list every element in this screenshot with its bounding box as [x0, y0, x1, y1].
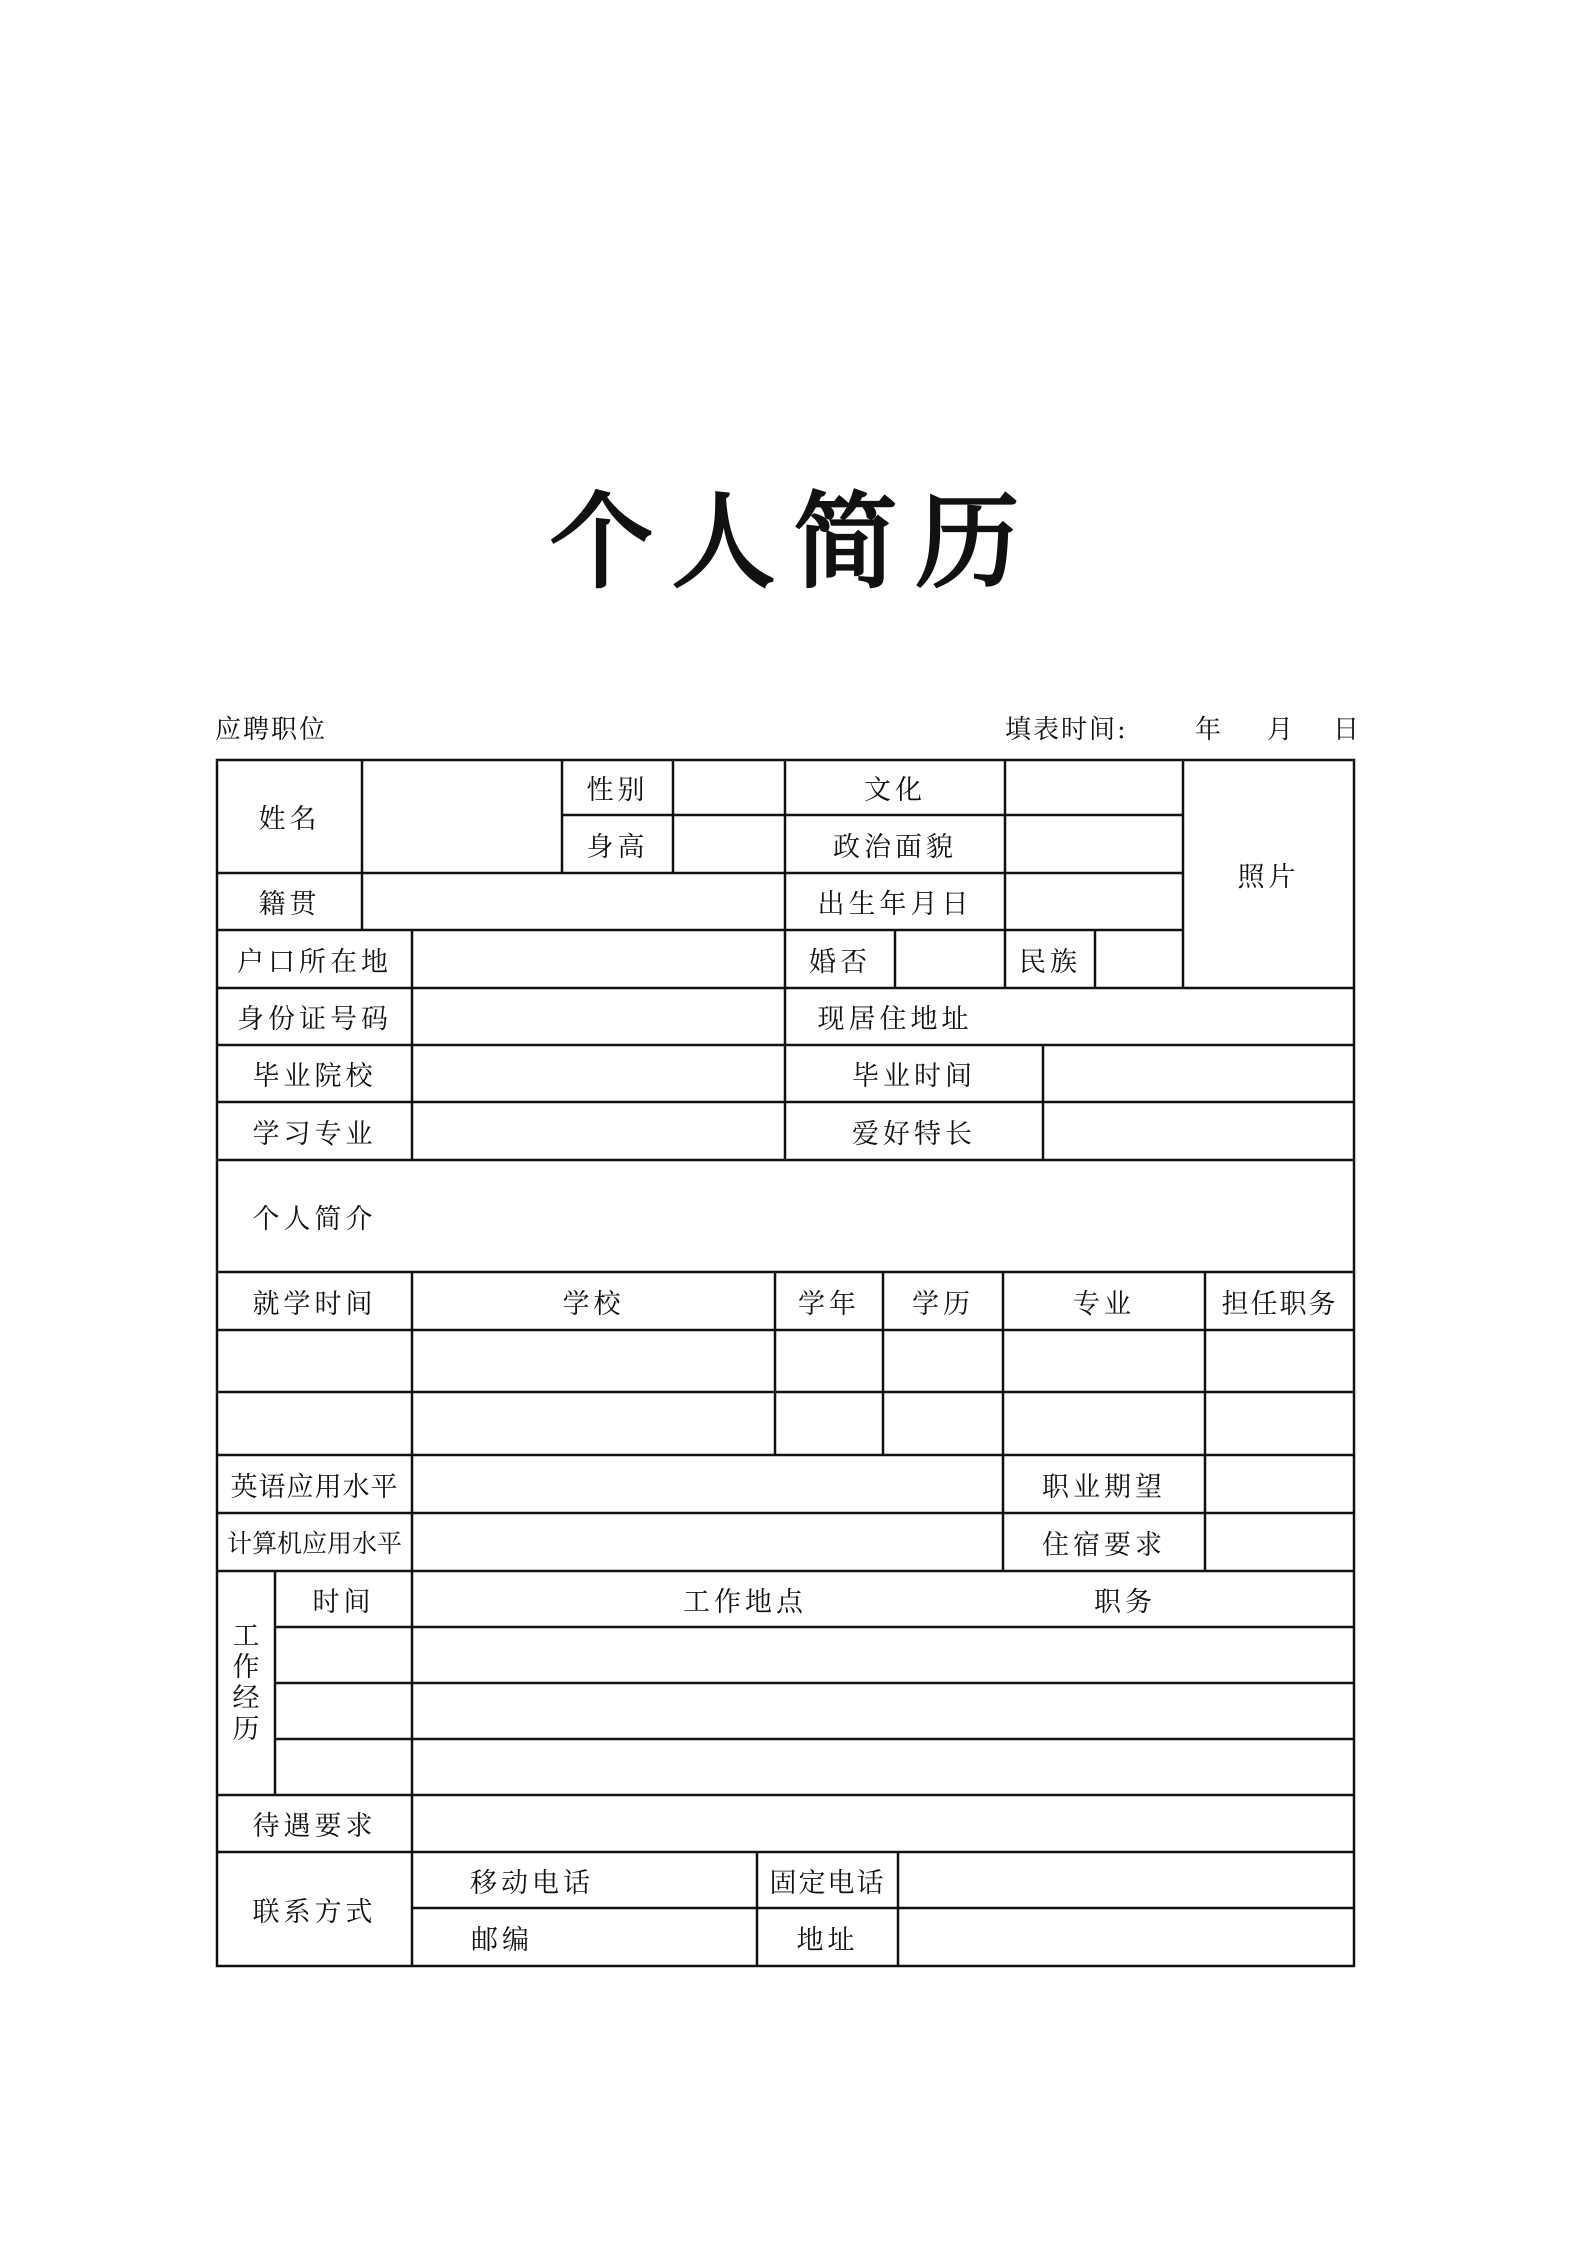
label-current-address: 现居住地址	[817, 1004, 973, 1035]
page-title: 个人简历	[549, 481, 1038, 603]
label-accommodation: 住宿要求	[1042, 1529, 1166, 1561]
label-native-place: 籍贯	[258, 889, 321, 920]
label-role: 担任职务	[1221, 1288, 1338, 1320]
label-work-experience-text: 工作经历	[232, 1621, 260, 1745]
label-birth-date: 出生年月日	[817, 889, 973, 920]
label-photo: 照片	[1237, 861, 1300, 893]
label-postcode: 邮编	[471, 1924, 533, 1956]
label-gender: 性别	[586, 775, 649, 806]
label-mobile: 移动电话	[470, 1867, 594, 1899]
label-work-time: 时间	[312, 1586, 375, 1618]
label-specialty: 专业	[1073, 1288, 1135, 1320]
label-ethnicity: 民族	[1019, 946, 1081, 978]
label-study-period: 就学时间	[252, 1288, 377, 1320]
label-graduated-school: 毕业院校	[252, 1061, 377, 1092]
label-name: 姓名	[258, 804, 321, 835]
label-hukou: 户口所在地	[237, 946, 392, 978]
day-label: 日	[1333, 715, 1362, 745]
label-marital: 婚否	[809, 946, 871, 978]
label-hobbies: 爱好特长	[852, 1118, 976, 1150]
label-work-experience	[217, 1571, 275, 1795]
label-work-place: 工作地点	[683, 1586, 807, 1618]
label-height: 身高	[586, 831, 649, 863]
label-education: 文化	[864, 775, 926, 806]
label-english-level: 英语应用水平	[230, 1471, 399, 1503]
label-school: 学校	[562, 1288, 625, 1320]
label-school-year: 学年	[798, 1288, 860, 1320]
month-label: 月	[1267, 715, 1296, 745]
fill-time-label: 填表时间:	[1005, 715, 1128, 745]
label-salary: 待遇要求	[252, 1811, 377, 1842]
position-label: 应聘职位	[215, 715, 328, 745]
label-major: 学习专业	[252, 1118, 377, 1150]
label-profile: 个人简介	[252, 1203, 377, 1235]
label-career-expectation: 职业期望	[1042, 1471, 1166, 1503]
label-landline: 固定电话	[769, 1867, 886, 1899]
label-id-number: 身份证号码	[237, 1004, 392, 1035]
label-computer-level: 计算机应用水平	[226, 1529, 402, 1558]
label-work-role: 职务	[1094, 1586, 1156, 1618]
year-label: 年	[1195, 715, 1224, 745]
label-contact: 联系方式	[252, 1896, 377, 1928]
label-degree: 学历	[912, 1288, 974, 1320]
label-graduation-time: 毕业时间	[852, 1061, 976, 1092]
label-address: 地址	[796, 1924, 859, 1956]
label-political-status: 政治面貌	[833, 831, 957, 863]
